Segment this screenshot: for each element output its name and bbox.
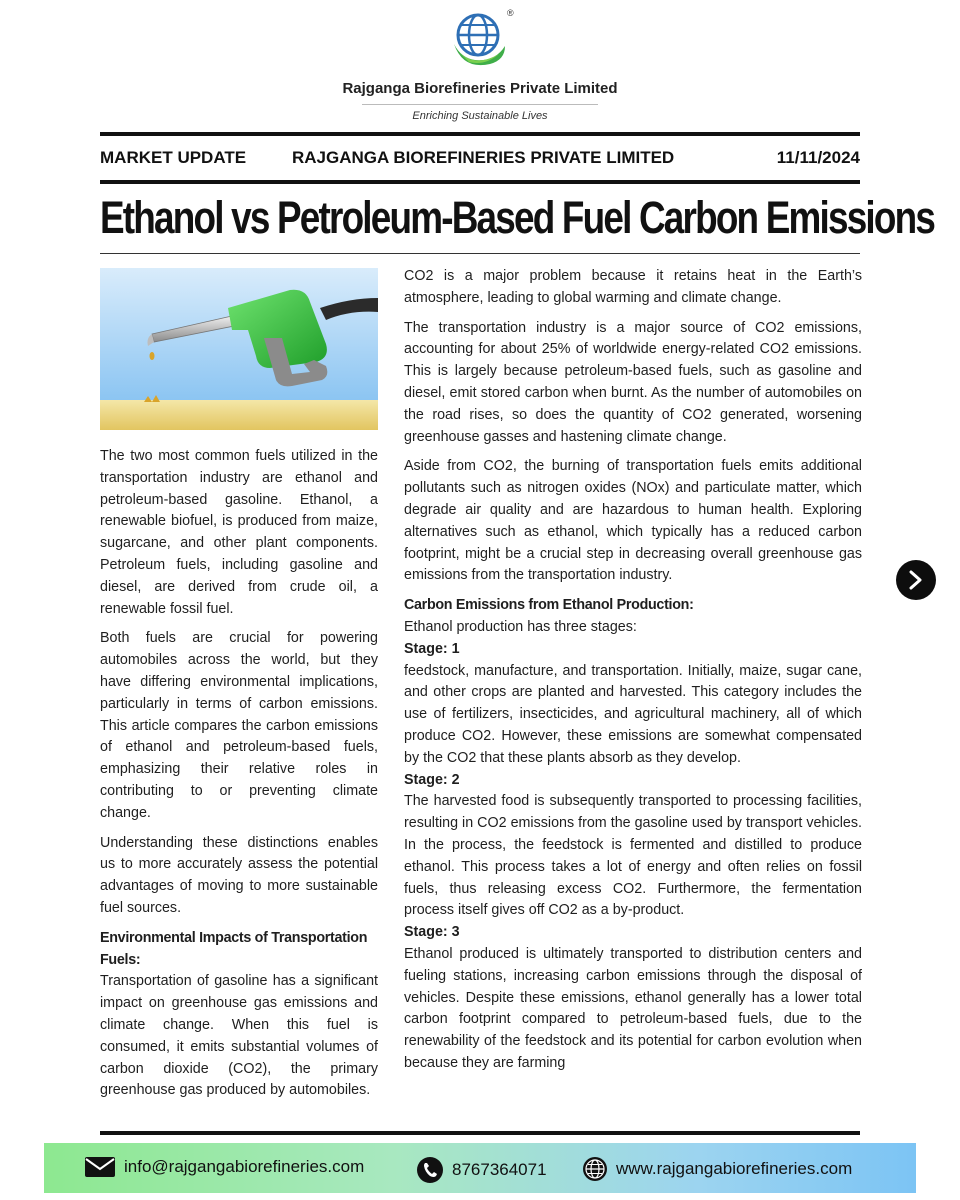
env-impacts-heading: Environmental Impacts of Transportation Fuels: (100, 929, 368, 968)
registered-mark: ® (507, 8, 514, 18)
company-logo (445, 8, 515, 78)
envelope-icon (84, 1156, 116, 1178)
stage-3-text: Ethanol produced is ultimately transported to distribution centers and fueling stations, increasing carbon emissions through the disposal of vehicles. Despite these emissions, ethanol generally has a lower total carbon footprint compared to petroleum-based fuels, due to the renewability of the feedstock and its potential for carbon evolution when because they are farming (404, 945, 862, 1071)
email-link[interactable]: info@rajgangabiorefineries.com (124, 1157, 365, 1176)
phone-contact[interactable] (416, 1156, 547, 1184)
comparison-paragraph: Both fuels are crucial for powering automobiles across the world, but they have differing environmental implications, particularly in terms of carbon emissions. This article compares the carbon emissions of ethanol and petroleum-based fuels, emphasizing their relative roles in contributing to or preventing climate change. (100, 630, 378, 821)
phone-number[interactable]: 8767364071 (452, 1160, 547, 1179)
email-contact[interactable] (84, 1156, 364, 1178)
publisher-label: RAJGANGA BIOREFINERIES PRIVATE LIMITED (292, 148, 675, 167)
company-tagline: Enriching Sustainable Lives (412, 110, 548, 122)
section-label: MARKET UPDATE (100, 148, 247, 167)
issue-date: 11/11/2024 (776, 148, 860, 167)
fuel-nozzle-icon (100, 268, 378, 430)
stage-3-label: Stage: 3 (404, 924, 460, 941)
website-link[interactable]: www.rajgangabiorefineries.com (616, 1159, 853, 1178)
globe-leaf-logo-icon (445, 8, 515, 78)
company-name: Rajganga Biorefineries Private Limited (342, 80, 618, 97)
env-impacts-paragraph: Transportation of gasoline has a significant impact on greenhouse gas emissions and climate change. When this fuel is consumed, it emits substantial volumes of carbon dioxide (CO2), the primary greenhouse gas produced by automobiles. (100, 973, 378, 1099)
pollutants-paragraph: Aside from CO2, the burning of transportation fuels emits additional pollutants such as nitrogen oxides (NOx) and particulate matter, which degrade air quality and are hazardous to human health. Exploring alternatives such as ethanol, which typically has a reduced carbon footprint, might be a crucial step in decreasing overall greenhouse gas emissions from the transportation industry. (404, 458, 862, 584)
left-column (100, 446, 378, 1110)
production-intro: Ethanol production has three stages: (404, 618, 637, 635)
article-title: Ethanol vs Petroleum-Based Fuel Carbon Emissions (100, 192, 935, 243)
next-slide-button[interactable] (896, 560, 936, 600)
intro-paragraph: The two most common fuels utilized in the transportation industry are ethanol and petroleum-based gasoline. Ethanol, a renewable biofuel, is produced from maize, sugarcane, and other plant components. Petroleum fuels, including gasoline and diesel, are derived from crude oil, a renewable fossil fuel. (100, 448, 378, 617)
title-rule (100, 253, 860, 254)
globe-icon (582, 1156, 608, 1182)
website-contact[interactable] (582, 1156, 852, 1182)
masthead-top-rule (100, 132, 860, 136)
distinctions-paragraph: Understanding these distinctions enables us to more accurately assess the potential advantages of moving to more sustainable fuel sources. (100, 834, 378, 916)
phone-icon (416, 1156, 444, 1184)
article-image (100, 268, 378, 430)
stage-2-text: The harvested food is subsequently transported to processing facilities, resulting in CO2 emissions from the gasoline used by transport vehicles. In the process, the feedstock is fermented and distilled to produce ethanol. This process takes a lot of energy and often relies on fossil fuels, thus releasing excess CO2. Furthermore, the fermentation process itself gives off CO2 as a by-product. (404, 793, 862, 919)
right-column (404, 266, 862, 1075)
production-heading: Carbon Emissions from Ethanol Production: (404, 597, 694, 614)
masthead-bottom-rule (100, 180, 860, 184)
contact-footer (44, 1143, 916, 1193)
footer-rule (100, 1131, 860, 1135)
stage-2-label: Stage: 2 (404, 771, 460, 788)
stage-1-label: Stage: 1 (404, 640, 460, 657)
chevron-right-icon (908, 570, 924, 590)
co2-problem-paragraph: CO2 is a major problem because it retains heat in the Earth’s atmosphere, leading to global warming and climate change. (404, 268, 862, 306)
company-divider (362, 104, 598, 105)
masthead-bar (100, 144, 860, 174)
transport-emissions-paragraph: The transportation industry is a major source of CO2 emissions, accounting for about 25% of worldwide energy-related CO2 emissions. This is largely because petroleum-based fuels, such as gasoline and diesel, emit stored carbon when burnt. As the number of automobiles on the road rises, so does the quantity of CO2 generated, worsening greenhouse gasses and hastening climate change. (404, 319, 862, 445)
stage-1-text: feedstock, manufacture, and transportation. Initially, maize, sugar cane, and other crops are planted and harvested. This category includes the use of fertilizers, insecticides, and agricultural machinery, all of which produce CO2. However, these emissions are somewhat compensated by the CO2 that these plants absorb as they develop. (404, 662, 862, 766)
